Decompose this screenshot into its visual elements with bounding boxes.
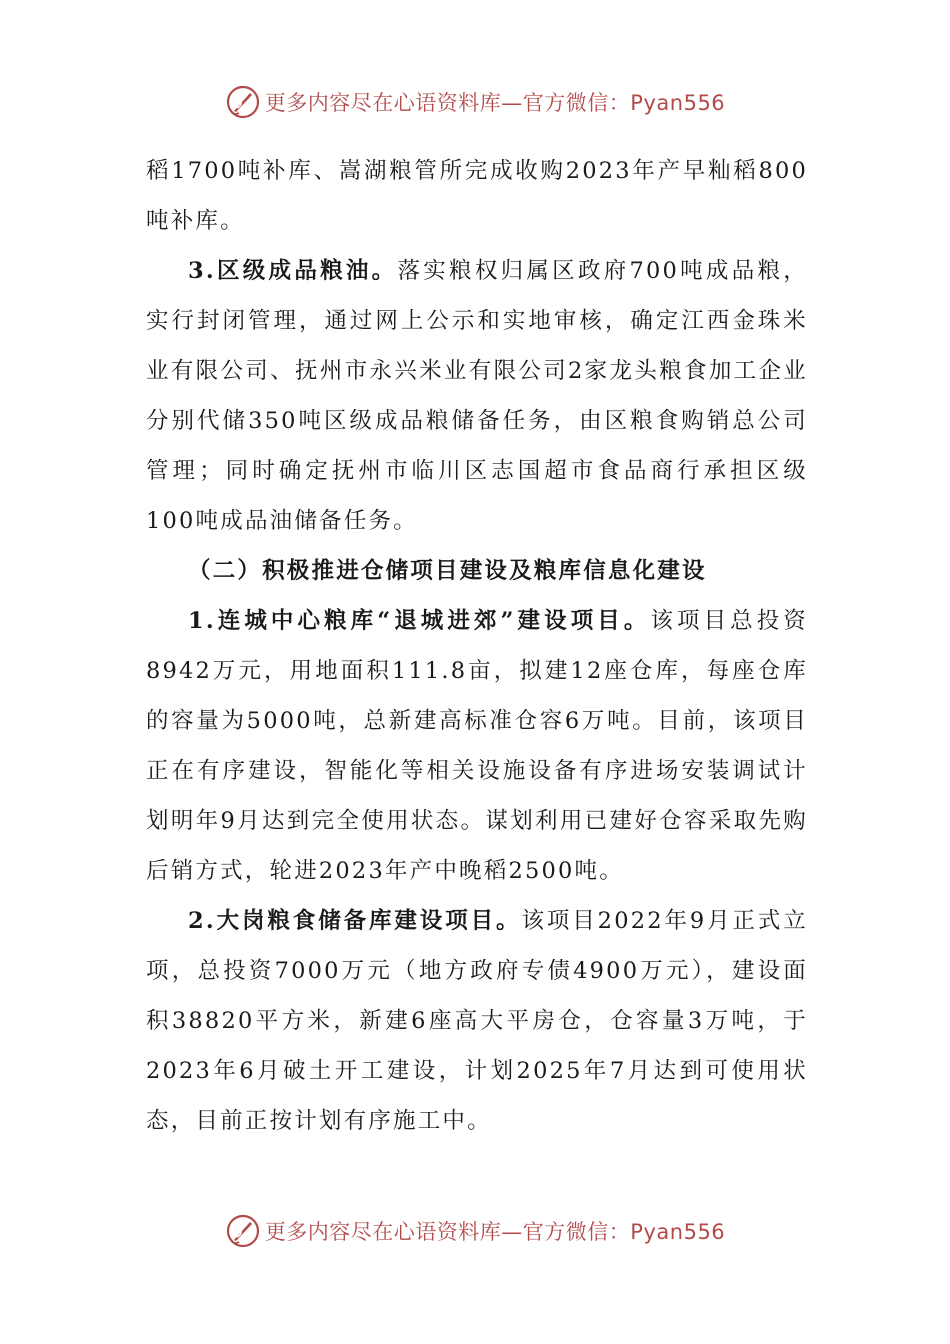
- footer-watermark: [0, 1213, 950, 1249]
- document-body: [146, 146, 808, 1146]
- paragraph-text: 该项目总投资8942万元，用地面积111.8亩，拟建12座仓库，每座仓库的容量为5000吨，总新建高标准仓容6万吨。目前，该项目正在有序建设，智能化等相关设施设备有序进场安装调试计划明年9月达到完全使用状态。谋划利用已建好仓容采取先购后销方式，轮进2023年产中晚稻2500吨。: [146, 608, 808, 884]
- paragraph-text: 该项目2022年9月正式立项，总投资7000万元（地方政府专债4900万元），建设面积38820平方米，新建6座高大平房仓，仓容量3万吨，于2023年6月破土开工建设，计划2025年7月达到可使用状态，目前正按计划有序施工中。: [146, 908, 808, 1134]
- section-heading-text: （二）积极推进仓储项目建设及粮库信息化建设: [188, 558, 707, 584]
- quill-logo-icon: [225, 84, 261, 120]
- paragraph-text: 落实粮权归属区政府700吨成品粮，实行封闭管理，通过网上公示和实地审核，确定江西金珠米业有限公司、抚州市永兴米业有限公司2家龙头粮食加工企业分别代储350吨区级成品粮储备任务，由区粮食购销总公司管理；同时确定抚州市临川区志国超市食品商行承担区级100吨成品油储备任务。: [146, 258, 808, 534]
- paragraph-liancheng-project: [146, 596, 808, 896]
- section-heading: [146, 546, 808, 596]
- watermark-text: 更多内容尽在心语资料库—官方微信：Pyan556: [264, 91, 726, 115]
- quill-logo-icon: [225, 1213, 261, 1249]
- paragraph-heading: 2.大岗粮食储备库建设项目。: [188, 908, 522, 934]
- watermark-text: 更多内容尽在心语资料库—官方微信：Pyan556: [264, 1220, 726, 1244]
- paragraph-heading: 3.区级成品粮油。: [188, 258, 398, 284]
- paragraph-district-grain-oil: [146, 246, 808, 546]
- paragraph-continuation: [146, 146, 808, 246]
- header-watermark: [0, 84, 950, 120]
- paragraph-heading: 1.连城中心粮库“退城进郊”建设项目。: [188, 608, 651, 634]
- paragraph-text: 稻1700吨补库、嵩湖粮管所完成收购2023年产早籼稻800吨补库。: [146, 158, 808, 234]
- paragraph-dagang-project: [146, 896, 808, 1146]
